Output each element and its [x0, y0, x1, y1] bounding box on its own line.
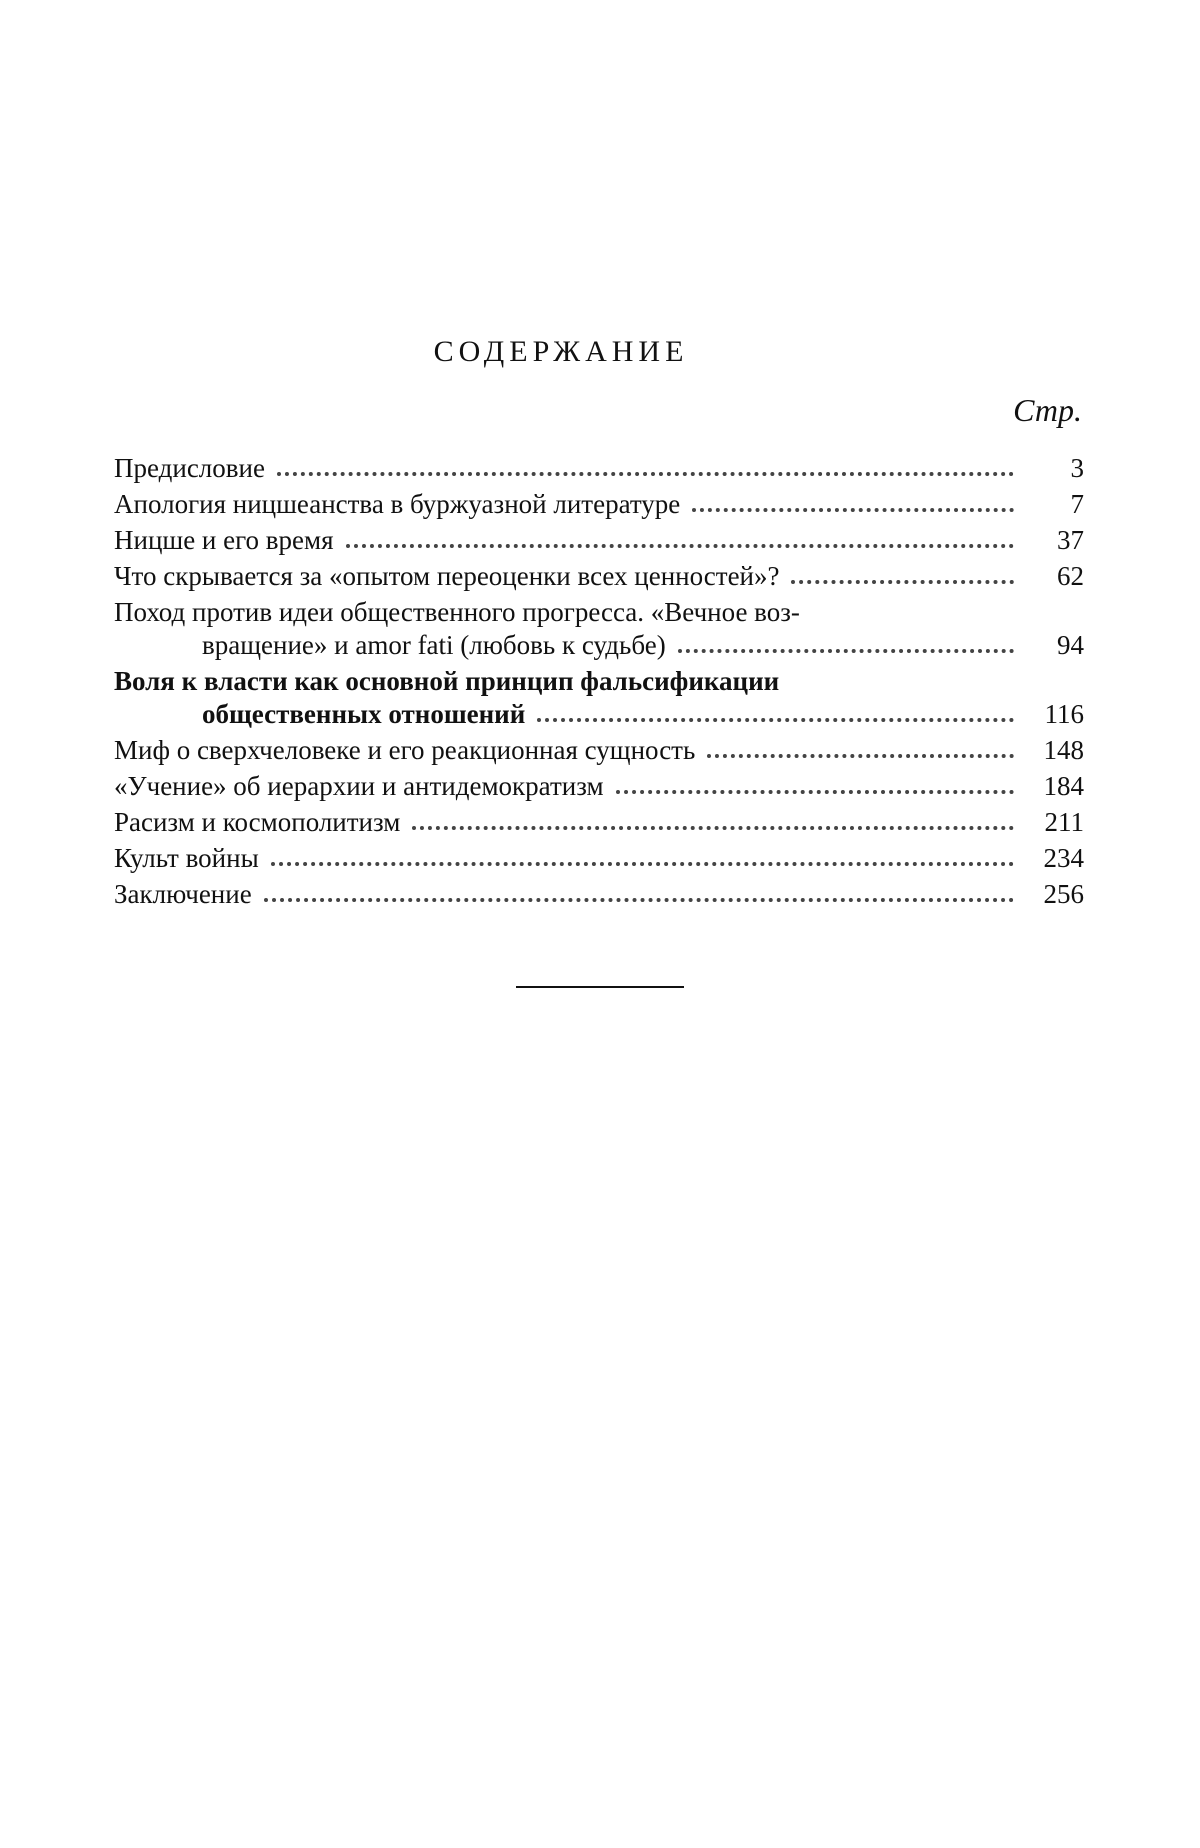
toc-entry-page: 7: [1070, 489, 1084, 519]
toc-entry-title: «Учение» об иерархии и антидемократизм: [114, 771, 604, 801]
toc-entry: [114, 842, 1084, 875]
toc-entry-title: Что скрывается за «опытом переоценки всех ценностей»?: [114, 561, 780, 591]
toc-entry: [114, 452, 1084, 485]
toc-entry-title: Апология ницшеанства в буржуазной литературе: [114, 489, 681, 519]
dot-leader: [277, 471, 1014, 476]
dot-leader: [264, 897, 1014, 902]
toc-entry-page: 94: [1057, 630, 1084, 660]
toc-entry-page: 116: [1044, 699, 1084, 729]
toc-entry-page: 148: [1043, 735, 1084, 765]
toc-entry: [114, 596, 1084, 662]
toc-entry: [114, 878, 1084, 911]
toc-entry-page: 234: [1043, 843, 1084, 873]
dot-leader: [412, 825, 1014, 830]
dot-leader: [678, 648, 1014, 653]
table-of-contents: [114, 452, 1084, 914]
toc-entry: [114, 806, 1084, 839]
toc-entry-title-line2: общественных отношений: [202, 699, 526, 729]
page-title: СОДЕРЖАНИЕ: [433, 335, 689, 368]
toc-entry: [114, 524, 1084, 557]
toc-entry-title: Предисловие: [114, 453, 265, 483]
toc-entry-title: Миф о сверхчеловеке и его реакционная сущность: [114, 735, 696, 765]
toc-entry: [114, 488, 1084, 521]
dot-leader: [692, 507, 1014, 512]
toc-entry: [114, 560, 1084, 593]
toc-entry: [114, 770, 1084, 803]
toc-entry-page: 184: [1043, 771, 1084, 801]
toc-entry: [114, 734, 1084, 767]
toc-entry: [114, 665, 1084, 731]
closing-rule: [516, 986, 684, 988]
toc-entry-page: 3: [1070, 453, 1084, 483]
toc-entry-title-line1: Поход против идеи общественного прогресса. «Вечное воз-: [114, 597, 800, 627]
toc-entry-page: 256: [1043, 879, 1084, 909]
dot-leader: [707, 753, 1014, 758]
dot-leader: [346, 543, 1015, 548]
dot-leader: [271, 861, 1014, 866]
dot-leader: [791, 579, 1014, 584]
toc-entry-title: Заключение: [114, 879, 252, 909]
dot-leader: [537, 717, 1014, 722]
toc-entry-title: Культ войны: [114, 843, 259, 873]
toc-entry-page: 211: [1044, 807, 1084, 837]
toc-entry-title: Расизм и космополитизм: [114, 807, 401, 837]
page-column-label: Стр.: [1013, 392, 1082, 428]
toc-entry-page: 37: [1057, 525, 1084, 555]
toc-entry-page: 62: [1057, 561, 1084, 591]
toc-entry-title: Ницше и его время: [114, 525, 334, 555]
dot-leader: [616, 789, 1014, 794]
toc-entry-title-line1: Воля к власти как основной принцип фальсификации: [114, 666, 780, 696]
toc-entry-title-line2: вращение» и amor fati (любовь к судьбе): [202, 630, 666, 660]
